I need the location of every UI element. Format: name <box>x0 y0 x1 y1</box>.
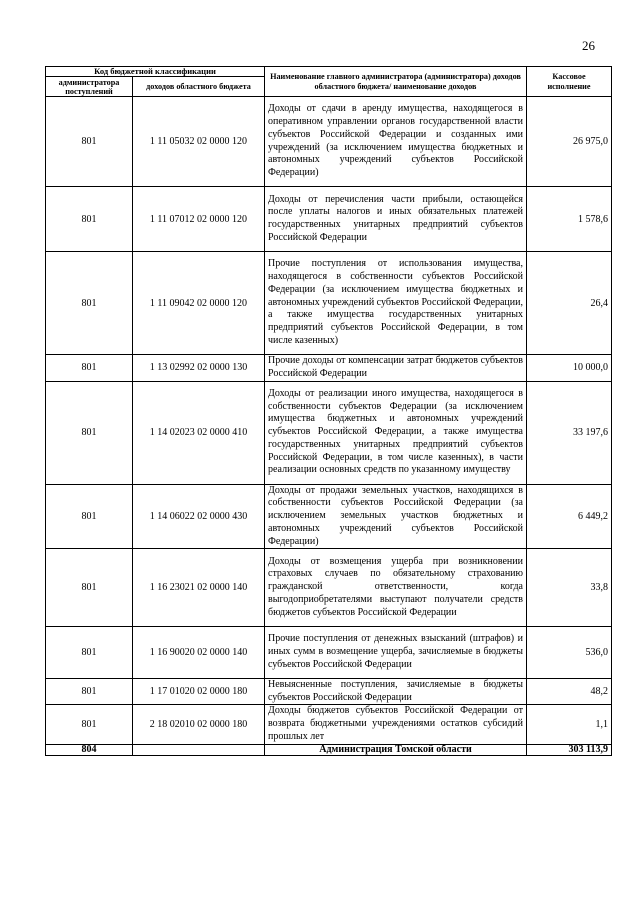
cell-income-code: 1 13 02992 02 0000 130 <box>133 355 265 382</box>
budget-table <box>45 66 612 756</box>
cell-admin-code: 801 <box>46 549 133 627</box>
cell-amount: 33 197,6 <box>527 381 612 484</box>
cell-income-name: Доходы от реализации иного имущества, находящегося в собственности субъектов Федерации (за исключением имущества бюджетных и автономных учреждений субъектов Российской Федерации, а также имущества государственных унитарных предприятий субъектов Российской Федерации, в том числе казенных), в части реализации основных средств по указанному имуществу <box>265 381 527 484</box>
page-number: 26 <box>582 38 595 53</box>
cell-amount: 26 975,0 <box>527 97 612 187</box>
header-classification: Код бюджетной классификации <box>46 67 265 77</box>
cell-income-name: Доходы от сдачи в аренду имущества, находящегося в оперативном управлении органов государственной власти субъектов Российской Федерации и созданных ими учреждений (за исключением имущества бюджетных и автономных учреждений субъектов Российской Федерации) <box>265 97 527 187</box>
cell-income-code: 1 14 02023 02 0000 410 <box>133 381 265 484</box>
table-row <box>46 484 612 549</box>
table-row <box>46 705 612 744</box>
cell-income-code: 1 16 90020 02 0000 140 <box>133 626 265 678</box>
total-name: Администрация Томской области <box>265 744 527 755</box>
cell-admin-code: 801 <box>46 97 133 187</box>
cell-income-code: 1 16 23021 02 0000 140 <box>133 549 265 627</box>
header-name: Наименование главного администратора (администратора) доходов областного бюджета/ наименование доходов <box>265 67 527 97</box>
cell-admin-code: 801 <box>46 187 133 252</box>
cell-amount: 33,8 <box>527 549 612 627</box>
total-income-code <box>133 744 265 755</box>
table-row <box>46 355 612 382</box>
cell-income-name: Прочие доходы от компенсации затрат бюджетов субъектов Российской Федерации <box>265 355 527 382</box>
cell-income-name: Доходы от возмещения ущерба при возникновении страховых случаев по обязательному страхованию гражданской ответственности, когда выгодоприобретателями выступают получатели средств бюджетов субъектов Российской Федерации <box>265 549 527 627</box>
table-body <box>46 97 612 756</box>
cell-admin-code: 801 <box>46 626 133 678</box>
header-income: доходов областного бюджета <box>133 77 265 97</box>
cell-amount: 536,0 <box>527 626 612 678</box>
cell-amount: 10 000,0 <box>527 355 612 382</box>
cell-income-name: Доходы от продажи земельных участков, находящихся в собственности субъектов Российской Федерации (за исключением земельных участков бюджетных и автономных учреждений субъектов Российской Федерации) <box>265 484 527 549</box>
cell-admin-code: 801 <box>46 484 133 549</box>
cell-admin-code: 801 <box>46 381 133 484</box>
cell-admin-code: 801 <box>46 705 133 744</box>
table-row <box>46 549 612 627</box>
cell-income-code: 1 14 06022 02 0000 430 <box>133 484 265 549</box>
cell-admin-code: 801 <box>46 252 133 355</box>
table-row <box>46 252 612 355</box>
cell-amount: 26,4 <box>527 252 612 355</box>
table-row <box>46 626 612 678</box>
table-row <box>46 97 612 187</box>
table-row <box>46 678 612 705</box>
cell-income-code: 1 11 07012 02 0000 120 <box>133 187 265 252</box>
cell-amount: 1 578,6 <box>527 187 612 252</box>
cell-income-name: Прочие поступления от использования имущества, находящегося в собственности субъектов Российской Федерации (за исключением имущества бюджетных и автономных учреждений субъектов Российской Федерации, а также имущества государственных унитарных предприятий субъектов Российской Федерации, в том числе казенных) <box>265 252 527 355</box>
cell-amount: 6 449,2 <box>527 484 612 549</box>
cell-admin-code: 801 <box>46 355 133 382</box>
header-row-top <box>46 67 612 77</box>
header-execution: Кассовое исполнение <box>527 67 612 97</box>
total-amount: 303 113,9 <box>527 744 612 755</box>
header-admin: администратора поступлений <box>46 77 133 97</box>
cell-amount: 1,1 <box>527 705 612 744</box>
cell-income-code: 1 11 05032 02 0000 120 <box>133 97 265 187</box>
table-row <box>46 187 612 252</box>
cell-income-code: 1 17 01020 02 0000 180 <box>133 678 265 705</box>
table-row <box>46 381 612 484</box>
cell-income-name: Доходы бюджетов субъектов Российской Федерации от возврата бюджетными учреждениями остатков субсидий прошлых лет <box>265 705 527 744</box>
cell-income-code: 1 11 09042 02 0000 120 <box>133 252 265 355</box>
cell-admin-code: 801 <box>46 678 133 705</box>
total-admin-code: 804 <box>46 744 133 755</box>
cell-amount: 48,2 <box>527 678 612 705</box>
cell-income-name: Доходы от перечисления части прибыли, остающейся после уплаты налогов и иных обязательных платежей государственных унитарных предприятий субъектов Российской Федерации <box>265 187 527 252</box>
cell-income-code: 2 18 02010 02 0000 180 <box>133 705 265 744</box>
cell-income-name: Невыясненные поступления, зачисляемые в бюджеты субъектов Российской Федерации <box>265 678 527 705</box>
cell-income-name: Прочие поступления от денежных взысканий (штрафов) и иных сумм в возмещение ущерба, зачисляемые в бюджеты субъектов Российской Федерации <box>265 626 527 678</box>
total-row <box>46 744 612 755</box>
